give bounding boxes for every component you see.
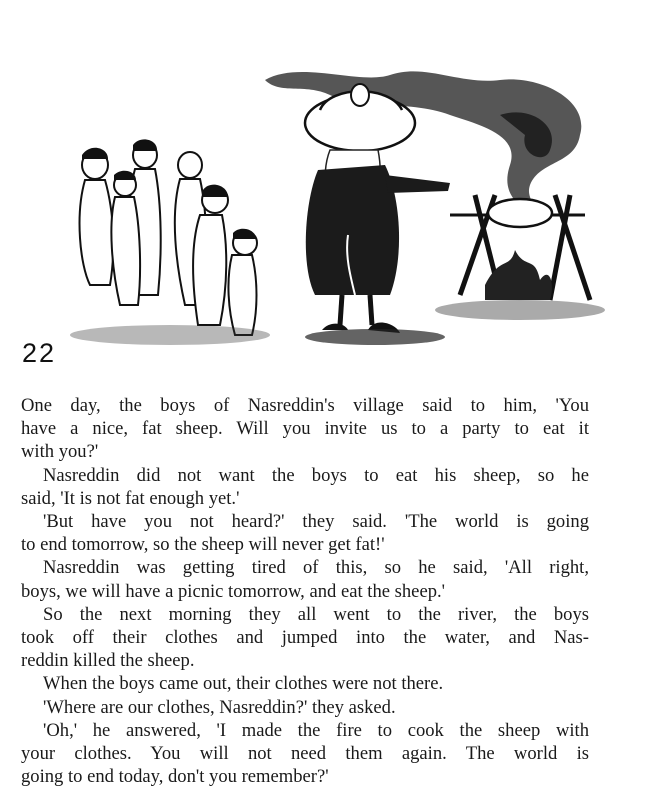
story-line: One day, the boys of Nasreddin's village said to him, 'You	[21, 395, 589, 416]
story-line: Nasreddin did not want the boys to eat his sheep, so he	[43, 464, 589, 486]
story-line: boys, we will have a picnic tomorrow, and eat the sheep.'	[21, 580, 445, 602]
story-line: took off their clothes and jumped into the water, and Nas-	[21, 627, 589, 649]
page-number: 22	[22, 338, 57, 368]
story-line: your clothes. You will not need them again. The world is	[21, 743, 589, 765]
story-line: reddin killed the sheep.	[21, 650, 195, 672]
story-line: said, 'It is not fat enough yet.'	[21, 487, 240, 509]
story-line: 'Where are our clothes, Nasreddin?' they asked.	[43, 696, 396, 718]
story-line: 'But have you not heard?' they said. 'The world is going	[43, 511, 589, 533]
story-line: have a nice, fat sheep. Will you invite us to a party to eat it	[21, 418, 589, 440]
story-line: going to end today, don't you remember?'	[21, 766, 329, 788]
story-illustration	[30, 55, 630, 375]
story-line: When the boys came out, their clothes were not there.	[43, 673, 444, 695]
story-line: Nasreddin was getting tired of this, so he said, 'All right,	[43, 557, 589, 579]
group-of-boys	[80, 142, 257, 335]
nasreddin-figure	[305, 84, 450, 345]
story-text	[21, 394, 589, 788]
story-line: 'Oh,' he answered, 'I made the fire to cook the sheep with	[43, 719, 589, 741]
roasting-sheep	[488, 199, 552, 227]
story-line: with you?'	[21, 441, 99, 463]
story-line: So the next morning they all went to the river, the boys	[43, 603, 589, 625]
story-line: to end tomorrow, so the sheep will never get fat!'	[21, 534, 385, 556]
